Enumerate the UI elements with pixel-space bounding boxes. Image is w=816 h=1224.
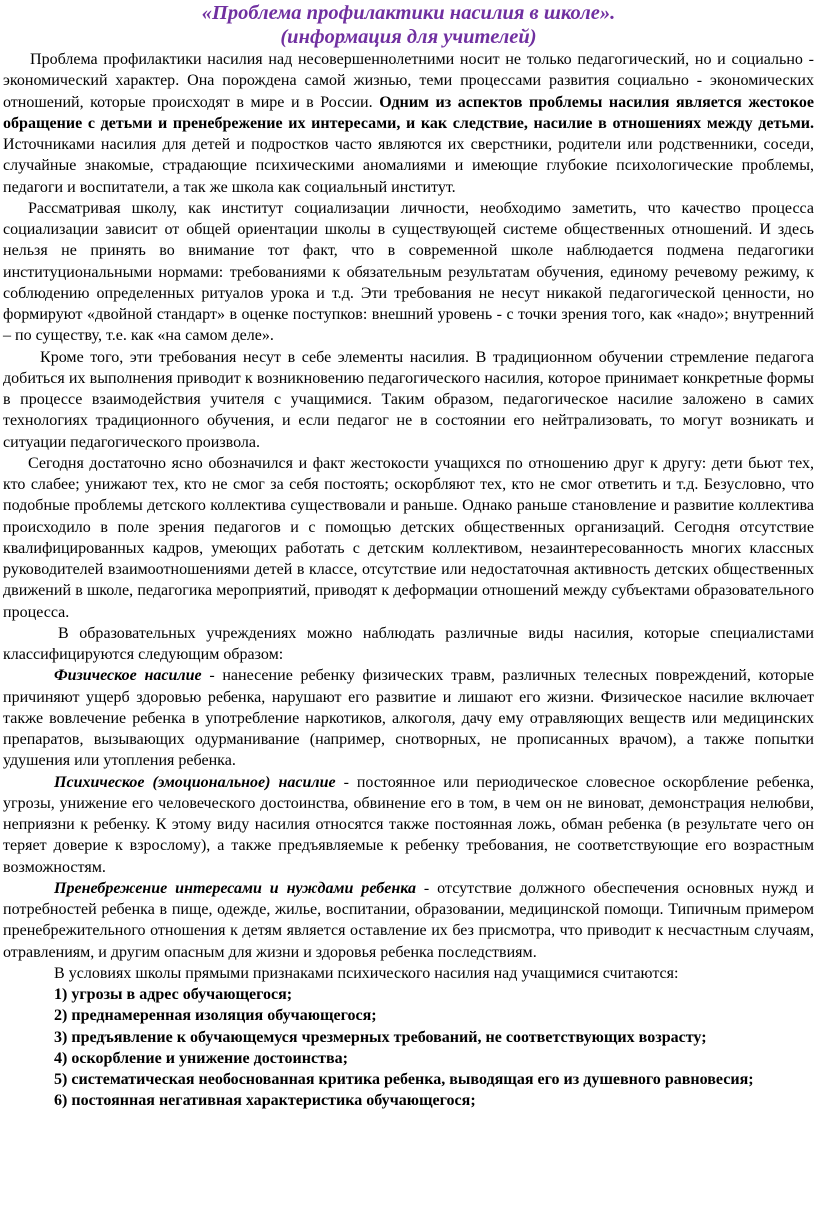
title-line-2: (информация для учителей) [280,25,537,48]
list-item: 1) угрозы в адрес обучающегося; [54,986,293,1003]
paragraph-intro-text-a: Проблема профилактики насилия над несовершеннолетними носит не только педагогический, но и социально - экономический характер. Она порождена самой жизнью, теми процессами развития социально - экономических отношений, которые происходят в мире и в России. [3,51,814,111]
paragraph-student-cruelty: Сегодня достаточно ясно обозначился и факт жестокости учащихся по отношению друг к другу: дети бьют тех, кто слабее; унижают тех, кто не смог за себя постоять; оскорбляют тех, кто не смог ответить и т.д. Безусловно, что подобные проблемы детского коллектива существовали и раньше. Однако раньше становление и развитие коллектива происходило в поле зрения педагогов и с помощью детских общественных организаций. Сегодня отсутствие квалифицированных кадров, умеющих работать с детским коллективом, незаинтересованность многих классных руководителей взаимоотношениями детей в классе, отсутствие или недостаточная активность детских общественных движений в школе, педагогика мероприятий, приводят к деформации отношений между субъектами образовательного процесса. [3,454,814,621]
paragraph-violence-types-intro: В образовательных учреждениях можно наблюдать различные виды насилия, которые специалистами классифицируются следующим образом: [3,624,814,663]
list-item: 5) систематическая необоснованная критика ребенка, выводящая его из душевного равновесия; [54,1071,754,1088]
paragraph-intro-text-b: Источниками насилия для детей и подростков часто являются их сверстники, родители или родственники, соседи, случайные знакомые, страдающие психическими аномалиями и имеющие глубокие психологические проблемы, педагоги и воспитатели, а так же школа как социальный институт. [3,136,814,196]
paragraph-pedagogical-violence: Кроме того, эти требования несут в себе элементы насилия. В традиционном обучении стремление педагога добиться их выполнения приводит к возникновению педагогического насилия, которое принимает конкретные формы в процессе взаимодействия учителя с учащимися. Таким образом, педагогическое насилие заложено в самих технологиях традиционного обучения, и если педагог не в состоянии его нейтрализовать, то могут возникать и ситуации педагогического произвола. [3,348,814,451]
paragraph-signs-intro: В условиях школы прямыми признаками психического насилия над учащимися считаются: [54,964,679,982]
term-physical-violence: Физическое насилие [54,667,202,685]
list-item: 4) оскорбление и унижение достоинства; [54,1049,349,1067]
paragraph-socialization: Рассматривая школу, как институт социализации личности, необходимо заметить, что качество процесса социализации зависит от общей ориентации школы в существующей системе общественных отношений. И здесь нельзя не принять во внимание тот факт, что в современной школе наблюдается подмена педагогики институциональными нормами: требованиями к обязательным результатам обучения, единому речевому режиму, к соблюдению определенных ритуалов урока и т.д. Эти требования не несут никакой педагогической ценности, но формируют «двойной стандарт» в оценке поступков: внешний уровень - с точки зрения того, как «надо»; внутренний – по существу, т.е. как «на самом деле». [3,199,814,345]
list-item: 2) преднамеренная изоляция обучающегося; [54,1007,377,1025]
paragraph-emotional-violence [3,772,814,878]
paragraph-physical-violence [3,665,814,771]
paragraph-neglect [3,878,814,963]
paragraph-intro [3,49,814,198]
list-item: 6) постоянная негативная характеристика обучающегося; [54,1092,476,1110]
emotional-violence-text: - постоянное или периодическое словесное оскорбление ребенка, угрозы, унижение его человеческого достоинства, обвинение его в том, в чем он не виноват, демонстрация нелюбви, неприязни к ребенку. К этому виду насилия относятся также постоянная ложь, обман ребенка (в результате чего он теряет доверие к взрослому), а также предъявляемые к ребенку требования, не соответствующие его возрастным возможностям. [3,773,814,876]
term-neglect: Пренебрежение интересами и нуждами ребенка [54,879,416,897]
term-emotional-violence: Психическое (эмоциональное) насилие [54,773,336,791]
title-line-1: «Проблема профилактики насилия в школе». [201,2,616,24]
document-title [3,2,814,49]
physical-violence-text: - нанесение ребенку физических травм, различных телесных повреждений, которые причиняют ущерб здоровью ребенка, нарушают его развитие и лишают его жизни. Физическое насилие включает также вовлечение ребенка в употребление наркотиков, алкоголя, дачу ему отравляющих веществ или медицинских препаратов, вызывающих одурманивание (например, снотворных, не прописанных врачом), а также попытки удушения или утопления ребенка. [3,667,814,770]
neglect-text: - отсутствие должного обеспечения основных нужд и потребностей ребенка в пище, одежде, жилье, воспитании, образовании, медицинской помощи. Типичным примером пренебрежительного отношения к детям является оставление их без присмотра, что приводит к несчастным случаям, отравлениям, и другим опасным для жизни и здоровья ребенка последствиям. [3,879,814,961]
paragraph-intro-bold: Одним из аспектов проблемы насилия является жестокое обращение с детьми и пренебрежение их интересами, и как следствие, насилие в отношениях между детьми. [3,93,815,132]
list-item: 3) предъявление к обучающемуся чрезмерных требований, не соответствующих возрасту; [54,1028,707,1046]
